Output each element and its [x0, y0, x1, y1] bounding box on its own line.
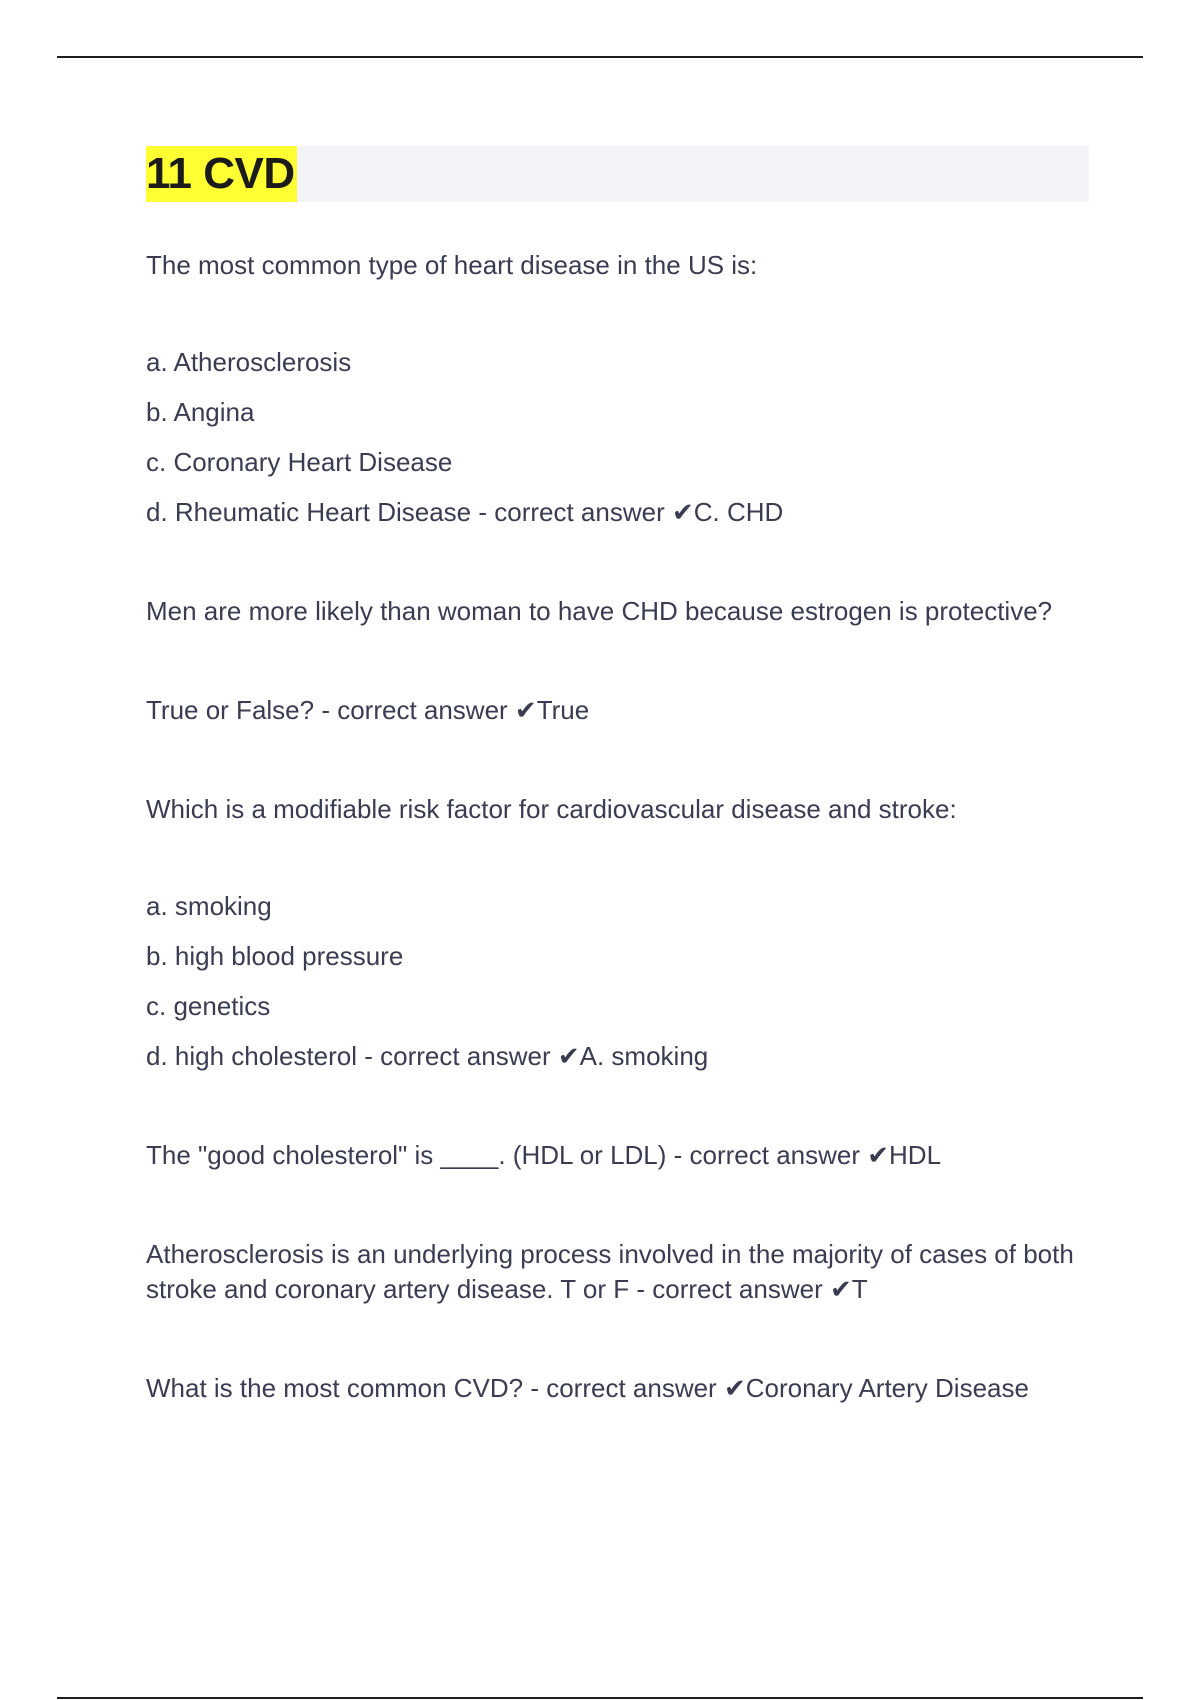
question-3-option-d: d. high cholesterol - correct answer ✔A. smoking [146, 1041, 709, 1071]
question-2-answer: True or False? - correct answer ✔True [146, 695, 590, 725]
question-6: What is the most common CVD? - correct answer ✔Coronary Artery Disease [146, 1373, 1029, 1403]
header-rule [57, 56, 1143, 58]
question-4: The "good cholesterol" is ____. (HDL or LDL) - correct answer ✔HDL [146, 1140, 942, 1170]
footer-rule [57, 1697, 1143, 1699]
question-1-option-a: a. Atherosclerosis [146, 347, 352, 377]
question-3-options [146, 889, 1089, 1074]
question-1-option-c: c. Coronary Heart Disease [146, 447, 453, 477]
question-3-option-a: a. smoking [146, 891, 272, 921]
question-1-option-b: b. Angina [146, 397, 255, 427]
question-3-option-b: b. high blood pressure [146, 941, 404, 971]
document-body [146, 146, 1089, 1406]
document-title: 11 CVD [146, 146, 297, 202]
question-5: Atherosclerosis is an underlying process involved in the majority of cases of both stroke and coronary artery disease. T or F - correct answer ✔T [146, 1239, 1074, 1304]
question-2: Men are more likely than woman to have CHD because estrogen is protective? [146, 596, 1053, 626]
question-1-options [146, 345, 1089, 530]
title-band [146, 146, 1089, 202]
question-1-option-d: d. Rheumatic Heart Disease - correct answer ✔C. CHD [146, 497, 784, 527]
question-3: Which is a modifiable risk factor for cardiovascular disease and stroke: [146, 794, 957, 824]
question-1: The most common type of heart disease in the US is: [146, 250, 758, 280]
question-3-option-c: c. genetics [146, 991, 271, 1021]
